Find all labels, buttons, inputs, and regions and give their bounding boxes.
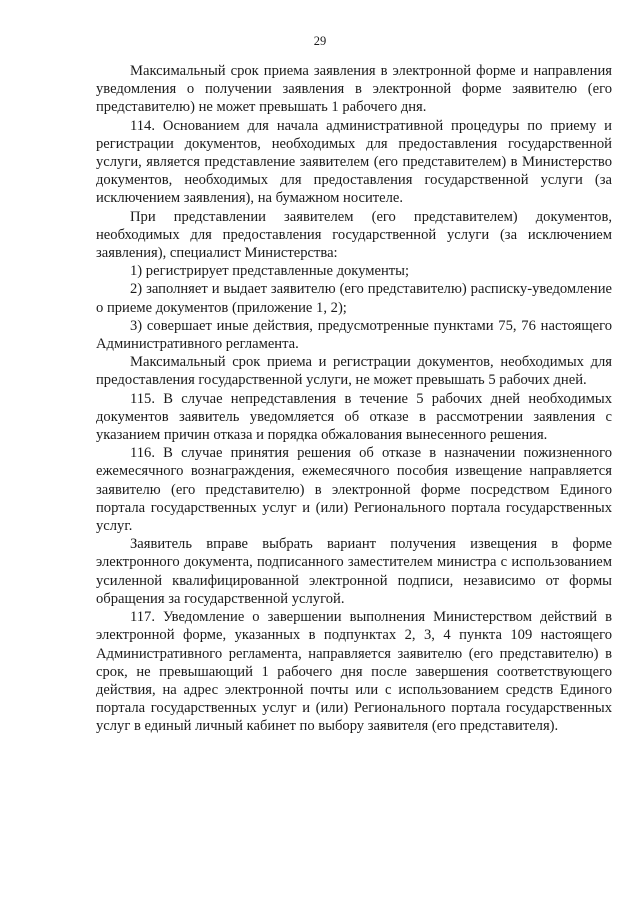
paragraph-115: 115. В случае непредставления в течение 5 рабочих дней необходимых документов заявитель уведомляется об отказе в рассмотрении заявления с указанием причин отказа и порядка обжалования вынесенного решения.	[96, 390, 612, 444]
paragraph-117: 117. Уведомление о завершении выполнения Министерством действий в электронной форме, указанных в подпунктах 2, 3, 4 пункта 109 настоящего Административного регламента, направляется заявителю (его представителю) в срок, не превышающий 1 рабочего дня после завершения соответствующего действия, на адрес электронной почты или с использованием средств Единого портала государственных услуг и (или) Регионального портала государственных услуг в единый личный кабинет по выбору заявителя (его представителя).	[96, 609, 612, 735]
paragraph-specialist-actions-intro: При представлении заявителем (его представителем) документов, необходимых для предоставления государственной услуги (за исключением заявления), специалист Министерства:	[96, 208, 612, 262]
paragraph-114: 114. Основанием для начала административной процедуры по приему и регистрации документов, необходимых для предоставления государственной услуги, является представление заявителем (его представителем) в Министерство документов, необходимых для предоставления государственной услуги (за исключением заявления), на бумажном носителе.	[96, 117, 612, 207]
list-item-1: 1) регистрирует представленные документы;	[130, 263, 410, 280]
paragraph-notice-choice: Заявитель вправе выбрать вариант получения извещения в форме электронного документа, подписанного заместителем министра с использованием усиленной квалифицированной электронной подписи, независимо от формы обращения за государственной услугой.	[96, 536, 612, 607]
list-item-2: 2) заполняет и выдает заявителю (его представителю) расписку-уведомление о приеме документов (приложение 1, 2);	[96, 281, 612, 316]
page-number: 29	[313, 34, 327, 48]
list-item-3: 3) совершает иные действия, предусмотренные пунктами 75, 76 настоящего Административного регламента.	[96, 317, 612, 353]
document-body	[96, 62, 612, 736]
paragraph-max-term-registration: Максимальный срок приема и регистрации документов, необходимых для предоставления государственной услуги, не может превышать 5 рабочих дней.	[96, 354, 612, 389]
paragraph-116: 116. В случае принятия решения об отказе в назначении пожизненного ежемесячного вознаграждения, ежемесячного пособия извещение направляется заявителю (его представителю) в электронной форме посредством Единого портала государственных услуг и (или) Регионального портала государственных услуг.	[96, 445, 612, 535]
paragraph-max-term-electronic: Максимальный срок приема заявления в электронной форме и направления уведомления о получении заявления в электронной форме заявителю (его представителю) не может превышать 1 рабочего дня.	[96, 63, 612, 116]
